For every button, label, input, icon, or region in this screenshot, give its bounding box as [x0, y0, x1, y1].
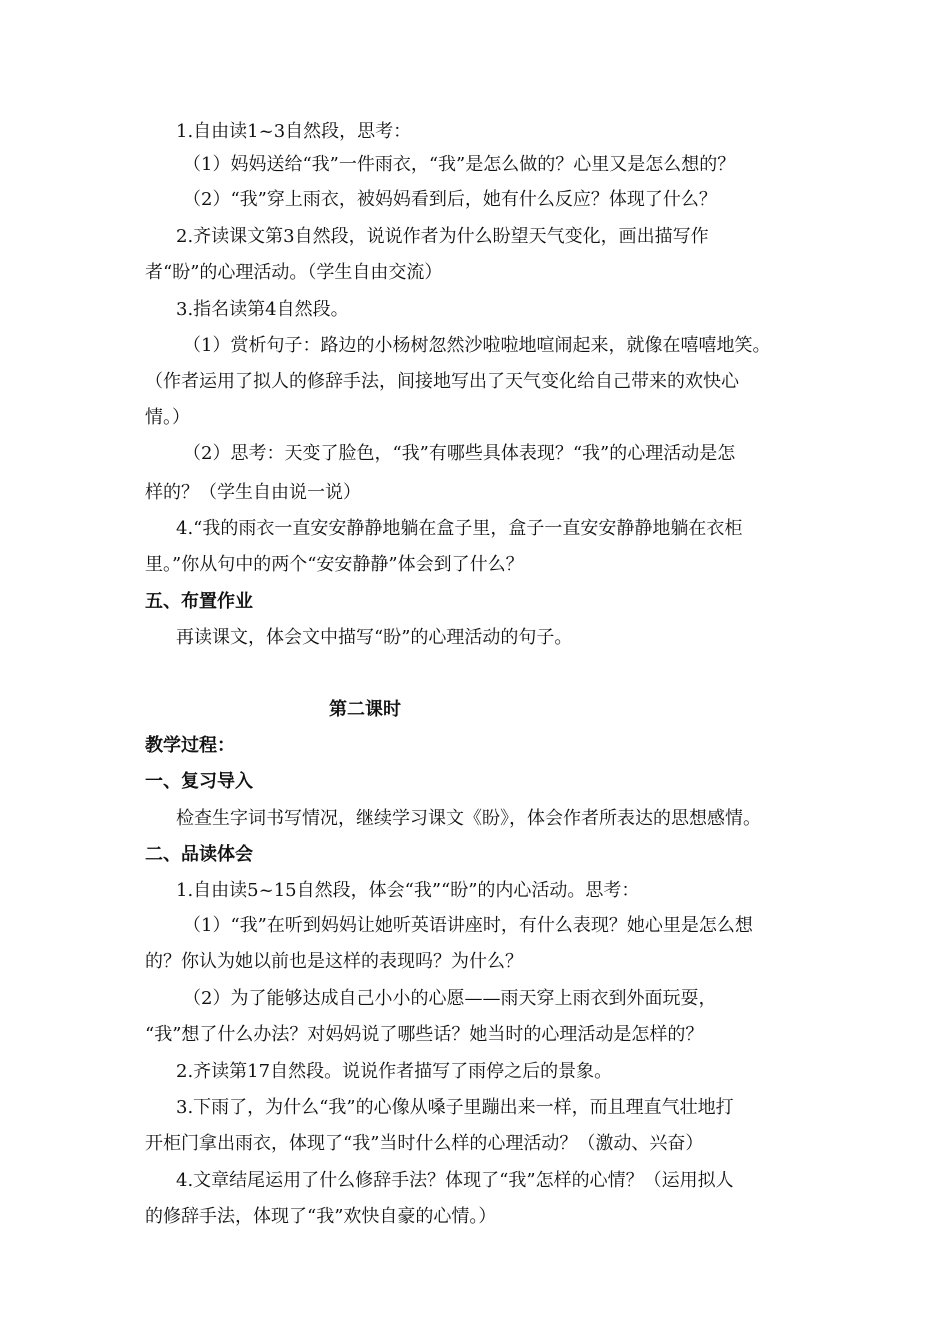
text-line: （1）赏析句子：路边的小杨树忽然沙啦啦地喧闹起来，就像在嘻嘻地笑。	[183, 335, 771, 356]
text-line: 1.自由读5~15自然段，体会“我”“盼”的内心活动。思考：	[176, 880, 640, 901]
text-line: 者“盼”的心理活动。（学生自由交流）	[145, 262, 443, 283]
section-heading: 一、复习导入	[145, 771, 253, 792]
text-line: 检查生字词书写情况，继续学习课文《盼》，体会作者所表达的思想感情。	[176, 808, 761, 829]
text-line: 样的？（学生自由说一说）	[145, 482, 361, 503]
text-line: 情。）	[145, 407, 190, 428]
text-line: 里。”你从句中的两个“安安静静”体会到了什么？	[145, 554, 524, 575]
text-line: （作者运用了拟人的修辞手法，间接地写出了天气变化给自己带来的欢快心	[145, 371, 739, 392]
text-line: 4.“我的雨衣一直安安静静地躺在盒子里，盒子一直安安静静地躺在衣柜	[176, 518, 743, 539]
text-line: （2）“我”穿上雨衣，被妈妈看到后，她有什么反应？体现了什么？	[183, 189, 717, 210]
section-heading: 二、品读体会	[145, 844, 253, 865]
text-line: 2.齐读第17自然段。说说作者描写了雨停之后的景象。	[176, 1061, 613, 1082]
section-heading: 教学过程：	[145, 735, 235, 756]
text-line: 3.下雨了，为什么“我”的心像从嗓子里蹦出来一样，而且理直气壮地打	[176, 1097, 734, 1118]
text-line: （2）为了能够达成自己小小的心愿——雨天穿上雨衣到外面玩耍，	[183, 988, 717, 1009]
text-line: 2.齐读课文第3自然段，说说作者为什么盼望天气变化，画出描写作	[176, 226, 709, 247]
text-line: （2）思考：天变了脸色，“我”有哪些具体表现？“我”的心理活动是怎	[183, 443, 736, 464]
text-line: （1）“我”在听到妈妈让她听英语讲座时，有什么表现？她心里是怎么想	[183, 915, 753, 936]
lesson-title: 第二课时	[329, 699, 401, 720]
text-line: 1.自由读1~3自然段，思考：	[176, 121, 412, 142]
text-line: 4.文章结尾运用了什么修辞手法？体现了“我”怎样的心情？（运用拟人	[176, 1170, 734, 1191]
text-line: 的修辞手法，体现了“我”欢快自豪的心情。）	[145, 1206, 497, 1227]
text-line: “我”想了什么办法？对妈妈说了哪些话？她当时的心理活动是怎样的？	[145, 1024, 704, 1045]
section-heading: 五、布置作业	[145, 591, 253, 612]
text-line: 开柜门拿出雨衣，体现了“我”当时什么样的心理活动？（激动、兴奋）	[145, 1133, 704, 1154]
text-line: 再读课文，体会文中描写“盼”的心理活动的句子。	[176, 627, 573, 648]
text-line: 的？你认为她以前也是这样的表现吗？为什么？	[145, 951, 523, 972]
text-line: （1）妈妈送给“我”一件雨衣，“我”是怎么做的？心里又是怎么想的？	[183, 154, 736, 175]
text-line: 3.指名读第4自然段。	[176, 299, 349, 320]
